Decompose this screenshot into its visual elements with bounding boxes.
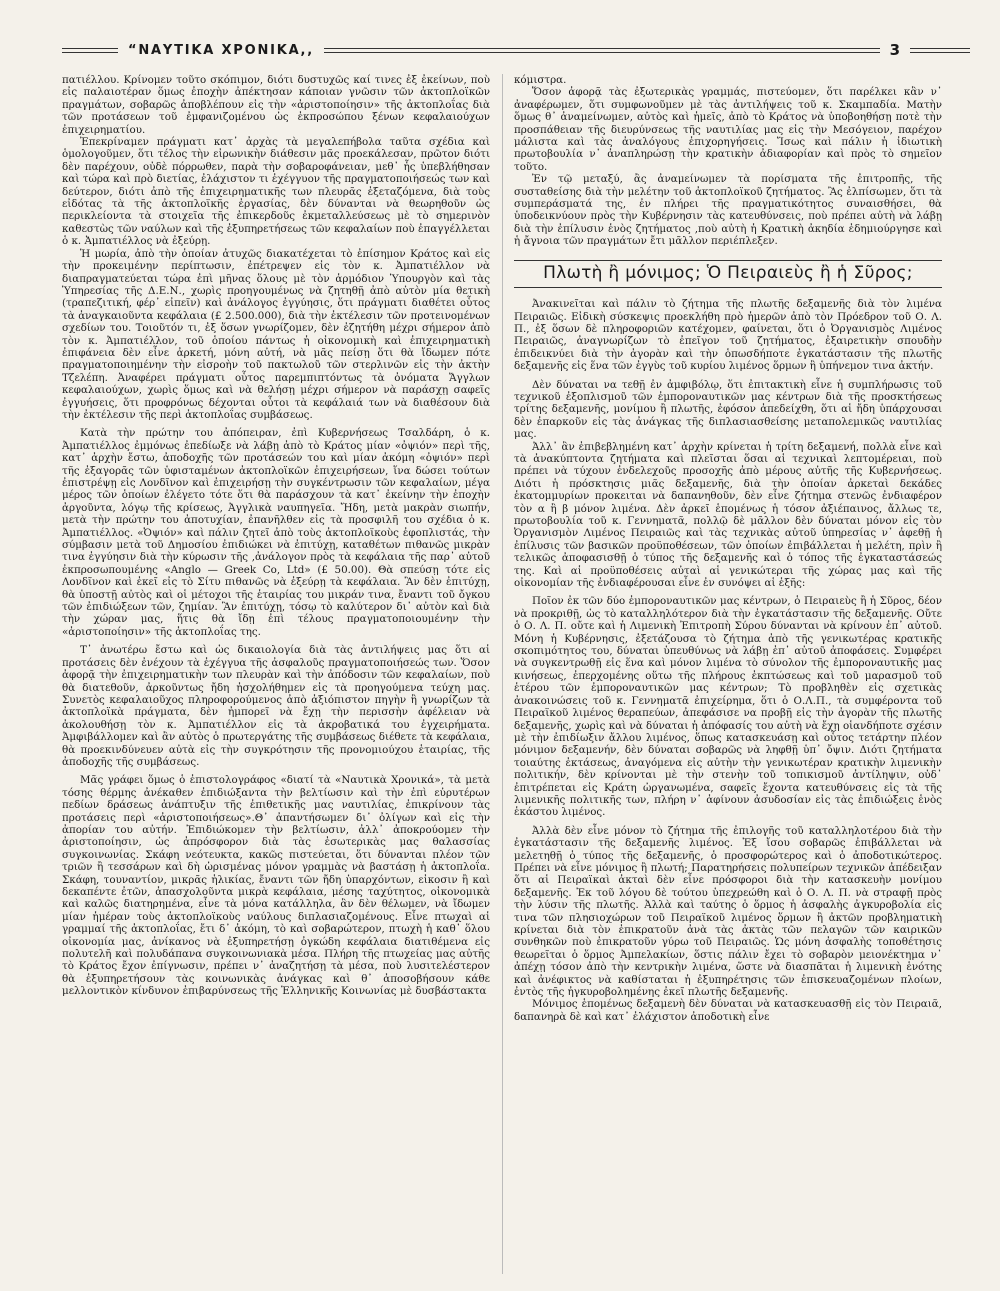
paragraph: Δὲν δύναται να τεθῇ ἐν ἀμφιβόλῳ, ὅτι ἐπιτακτικὴ εἶνε ἡ συμπλήρωσις τοῦ τεχνικοῦ ἐξοπλισμοῦ τῶν ἐμποροναυτικῶν μας κέντρων διὰ τῆς προσκτήσεως τρίτης δεξαμενῆς, μονίμου ἢ πλωτῆς, ἐφόσον ἀπεδείχθη, ὅτι αἱ ἤδη ὑπάρχουσαι δὲν ἐπαρκοῦν εἰς τὰς ἀνάγκας τῆς διπλασιασθείσης μεταπολεμικῶς ναυτιλίας μας. [514,378,942,441]
left-column [62,74,490,998]
column-divider [502,74,503,1274]
paragraph: Ἐπεκρίναμεν πράγματι κατ᾿ ἀρχὰς τὰ μεγαλεπήβολα ταῦτα σχέδια καὶ ὁμολογοῦμεν, ὅτι τέλος τὴν εἰρωνικὴν διάθεσιν μᾶς προεκάλεσαν, πρῶτον διότι δὲν παρέχουν, οὐδὲ πόρρωθεν, παρὰ τὴν σοβαροφάνειαν, μεθ᾿ ἧς ὑπεβλήθησαν καὶ τώρα καὶ πρὸ διετίας, ἐλάχιστον τι ἐχέγγυον τῆς πραγματοποιήσεώς των καὶ δεύτερον, διότι ἀπὸ τῆς ἐπιχειρηματικῆς των πλευρᾶς ἐξεταζόμενα, διὰ τοὺς εἰδότας τὰ τῆς ἀκτοπλοϊκῆς ἐργασίας, δὲν δύνανται νὰ θεωρηθοῦν ὡς περικλείοντα τὰ στοιχεῖα τῆς ἐπικερδοῦς ἐκμεταλλεύσεως μὲ τὸ σημερινὸν καθεστὼς τῶν ναύλων καὶ τῆς ἐξυπηρετήσεως τῶν κεφαλαίων ποὺ ἐπαγγέλλεται ὁ κ. Ἀμπατιέλλος νὰ ἐξεύρῃ. [62,136,490,248]
paragraph: Ἀνακινεῖται καὶ πάλιν τὸ ζήτημα τῆς πλωτῆς δεξαμενῆς διὰ τὸν λιμένα Πειραιῶς. Εἰδικὴ σύσκεψις προεκλήθη πρὸ ἡμερῶν ἀπὸ τὸν Πρόεδρον τοῦ Ο. Λ. Π., ἐξ ὅσων δὲ πληροφοριῶν κατέχομεν, φαίνεται, ὅτι ὁ Ὀργανισμὸς Λιμένος Πειραιῶς, ἀναγνωρίζων τὸ ἐπεῖγον τοῦ ζητήματος, ἐξαιρετικὴν σπουδὴν ἐπιδεικνύει διὰ τὴν ἀγορὰν καὶ τὴν ὁπωσδήποτε ἐγκατάστασιν τῆς πλωτῆς δεξαμενῆς εἰς ἕνα τῶν ἐγγὺς τοῦ κυρίου λιμένος ὅρμων ἢ ὑπήνεμον τινα ἀκτήν. [514,298,942,373]
section-heading-box [514,260,942,288]
header-rule-middle [324,48,880,53]
paragraph: Ὅσον ἀφορᾷ τὰς ἐξωτερικὰς γραμμάς, πιστεύομεν, ὅτι παρέλκει κἂν ν᾿ ἀναφέρωμεν, ὅτι συμφωνοῦμεν μὲ τὰς ἀντιλήψεις τοῦ κ. Σκαμπαδία. Ματὴν ὅμως θ᾿ ἀναμείνωμεν, αὐτὸς καὶ ἡμεῖς, ἀπὸ τὸ Κράτος νὰ ὑποβοηθήσῃ ποτὲ τὴν προσπάθειαν τῆς διευρύνσεως τῆς ναυτιλίας μας εἰς τὴν Μεσόγειον, παρέχον μάλιστα καὶ τὰς ἀναλόγους ἐπιχορηγήσεις. Ἴσως καὶ πάλιν ἡ ἰδιωτικὴ πρωτοβουλία ν᾿ ἀναπληρώσῃ τὴν κρατικὴν ἀδιαφορίαν καὶ πρὸς τὸ σημεῖον τοῦτο. [514,86,942,173]
paragraph: Μᾶς γράφει ὅμως ὁ ἐπιστολογράφος «διατί τὰ «Ναυτικὰ Χρονικά», τὰ μετὰ τόσης θέρμης ἀνέκαθεν ἐπιδιώξαντα τὴν βελτίωσιν καὶ τὴν ἐπὶ εὐρυτέρων πεδίων δράσεως ἀνάπτυξιν τῆς ἐπιθετικῆς μας ναυτιλίας, ἐπικρίνουν τὰς προτάσεις περὶ «ἀριστοποιήσεως».Θ᾿ ἀπαντήσωμεν δι᾿ ὀλίγων καὶ εἰς τὴν ἀπορίαν του αὐτήν. Ἐπιδιώκομεν τὴν βελτίωσιν, ἀλλ᾿ ἀποκρούομεν τὴν ἀριστοποίησιν, ὡς ἀπρόσφορον διὰ τὰς ἐσωτερικὰς μας θαλασσίας συγκοινωνίας. Σκάφη νεότευκτα, κακῶς πιστεύεται, ὅτι δύνανται πλέον τῶν τριῶν ἢ τεσσάρων καὶ δὴ ὡρισμένας μόνον γραμμὰς νὰ βαστάσῃ ἡ ἀκτοπλοΐα. Σκάφη, τουναντίον, μικρᾶς ἡλικίας, ἔναντι τῶν ἤδη ὑπαρχόντων, εἰκοσιν ἢ καὶ δεκαπέντε ἐτῶν, ἀπασχολοῦντα μικρὰ κεφάλαια, μέσης ταχύτητος, οἰκονομικὰ καὶ καλῶς διατηρημένα, εἶνε τὰ μόνα κατάλληλα, ἂν δὲν θέλωμεν, νὰ ἴδωμεν μίαν ἡμέραν τοὺς ἀκτοπλοϊκοὺς ναύλους διπλασιαζομένους. Εἶνε πτωχαὶ αἱ γραμμαί τῆς ἀκτοπλοΐας, ἔτι δ᾿ ἀκόμη, τὸ καὶ σοβαρώτερον, πτωχὴ ἡ καθ᾿ ὅλου οἰκονομία μας, ἀνίκανος νὰ ἐξυπηρετήσῃ ὀγκώδη κεφάλαια διατιθέμενα εἰς πολυτελῆ καὶ πολυδάπανα συγκοινωνιακὰ μέσα. Πλήρη τῆς πτωχείας μας αὐτῆς τὸ Κράτος ἔχον ἐπίγνωσιν, πρέπει ν᾿ ἀναζητήσῃ τὰ μέσα, ποὺ λυσιτελέστερον θὰ ἐξυπηρετήσουν τὰς κοινωνικὰς ἀνάγκας καὶ θ᾿ ἀποσοβήσουν κάθε μελλοντικὸν κίνδυνον ἐπιβαρύνσεως τῆς Ἑλληνικῆς Κοινωνίας μὲ δυσβάστακτα [62,774,490,998]
paragraph: Ποῖον ἐκ τῶν δύο ἐμποροναυτικῶν μας κέντρων, ὁ Πειραιεὺς ἢ ἡ Σῦρος, δέον νὰ προκριθῇ, ὡς τὸ καταλληλότερον διὰ τὴν ἐγκατάστασιν τῆς δεξαμενῆς. Οὔτε ὁ Ο. Λ. Π. οὔτε καὶ ἡ Λιμενικὴ Ἐπιτροπὴ Σύρου δύνανται νὰ κρίνουν ἐπ᾿ αὐτοῦ. Μόνη ἡ Κυβέρνησις, ἐξετάζουσα τὸ ζήτημα ἀπὸ τῆς γενικωτέρας κρατικῆς σκοπιμότητος του, δύναται ὑπευθύνως νὰ λάβῃ ἐπ᾿ αὐτοῦ ἀποφάσεις. Συμφέρει νὰ συγκεντρωθῇ εἰς ἕνα καὶ μόνον λιμένα τὸ σύνολον τῆς ἐμποροναυτικῆς μας κινήσεως, ἐπερχομένης οὕτω τῆς πλήρους ἐκπτώσεως καὶ τοῦ μαρασμοῦ τοῦ ἑτέρου τῶν ἐμποροναυτικῶν μας κέντρων; Τὸ προβληθὲν εἰς σχετικὰς ἀνακοινώσεις τοῦ κ. Γεννηματᾶ ἐπιχείρημα, ὅτι ὁ Ο.Λ.Π., τὰ συμφέροντα τοῦ Πειραϊκοῦ λιμένος θεραπεύων, ἀπεφάσισε να προβῇ εἰς τὴν ἀγορὰν τῆς πλωτῆς δεξαμενῆς, χωρὶς καὶ νὰ δύναται ἡ ἀπόφασίς του αὐτὴ νὰ ἔχῃ οἱανδήποτε σχέσιν μὲ τὴν ἐπιδίωξιν ἄλλου λιμένος, ὅπως κατασκευάσῃ καὶ οὗτος τετάρτην πλέον μόνιμον δεξαμενήν, δὲν δύναται σοβαρῶς νὰ ληφθῇ ὑπ᾿ ὄψιν. Διότι ζητήματα τοιαύτης ἐκτάσεως, ἀναγόμενα εἰς αὐτὴν τὴν γενικωτέραν κρατικὴν λιμενικὴν πολιτικήν, δὲν κρίνονται μὲ τὴν στενὴν τοῦ τοπικισμοῦ ἀντίληψιν, οὐδ᾿ ἐπιτρέπεται εἰς Κράτη ὠργανωμένα, σαφεῖς ἔχοντα κατευθύνσεις εἰς τὰ τῆς λιμενικῆς πολιτικῆς των, πλήρη ν᾿ ἀφίνουν ἀσυδοσίαν εἰς τὰς ἐπιδιώξεις ἑνὸς ἑκάστου λιμένος. [514,595,942,819]
paragraph: Ἀλλ᾿ ἂν ἐπιβεβλημένη κατ᾿ ἀρχὴν κρίνεται ἡ τρίτη δεξαμενή, πολλὰ εἶνε καὶ τὰ ἀνακύπτοντα ζητήματα καὶ πλεῖσται ὅσαι αἱ τεχνικαὶ λεπτομέρειαι, ποὺ πρέπει νὰ τύχουν ἐνδελεχοῦς προσοχῆς ἀπὸ μέρους αὐτῆς τῆς Κυβερνήσεως. Διότι ἡ πρόσκτησις μιᾶς δεξαμενῆς, διὰ τὴν ὁποίαν ἀρκεταὶ δεκάδες ἑκατομμυρίων προκειται νὰ δαπανηθοῦν, δὲν εἶνε ζήτημα στενῶς ἐνδιαφέρον τὸν α ἢ β μόνον λιμένα. Δὲν ἀρκεῖ ἑπομένως ἡ τόσον ἀξιέπαινος, ἄλλως τε, πρωτοβουλία τοῦ κ. Γεννηματᾶ, πολλῷ δὲ μᾶλλον δὲν δύναται μόνον εἰς τὸν Ὀργανισμὸν Λιμένος Πειραιῶς καὶ τὰς τεχνικὰς αὐτοῦ ὑπηρεσίας ν᾿ ἀφεθῇ ἡ ἐπίλυσις τῶν βασικῶν προϋποθέσεων, τῶν ὁποίων ἐπιβάλλεται ἡ μελέτη, πρὶν ἢ τελικῶς ἀποφασισθῇ ὁ τύπος τῆς δεξαμενῆς καὶ ὁ τόπος τῆς ἐγκαταστάσεώς της. Καὶ αἱ προϋποθέσεις αὐταὶ αἱ γενικώτεραι τῆς χώρας μας καὶ τῆς οἰκονομίαν τῆς ἐνδιαφέρουσαι εἶνε ἐν συνόψει αἱ ἑξῆς: [514,440,942,590]
paragraph: Μόνιμος ἑπομένως δεξαμενὴ δὲν δύναται νὰ κατασκευασθῇ εἰς τὸν Πειραιᾶ, δαπανηρὰ δὲ καὶ κατ᾿ ἐλάχιστον ἀποδοτικὴ εἶνε [514,998,942,1023]
page-header [62,38,970,62]
right-column [514,74,942,1023]
header-rule-left [62,48,118,53]
page-number: 3 [889,41,900,59]
section-heading: Πλωτὴ ἢ μόνιμος; Ὁ Πειραιεὺς ἢ ἡ Σῦρος; [543,262,913,283]
paragraph: Ἐν τῷ μεταξύ, ἂς ἀναμείνωμεν τὰ πορίσματα τῆς ἐπιτροπῆς, τῆς συσταθείσης διὰ τὴν μελέτην τοῦ ἀκτοπλοϊκοῦ ζητήματος. Ἂς ἐλπίσωμεν, ὅτι τὰ συμπεράσματά της, ἐν πλήρει τῆς πραγματικότητος συναισθήσει, θὰ ὑποδεικνύουν πρὸς τὴν Κυβέρνησιν τὰς κατευθύνσεις, ποὺ πρέπει αὐτὴ νὰ λάβῃ διὰ τὴν ἐπίλυσιν ἑνὸς ζητήματος ,ποὺ αὐτὴ ἡ Κρατικὴ ἀκηδία ἐδημιούργησε καὶ ἡ ἄγνοια τῶν πραγμάτων ἔτι μᾶλλον περιέπλεξεν. [514,173,942,248]
paragraph: Κατὰ τὴν πρώτην του ἀπόπειραν, ἐπὶ Κυβερνήσεως Τσαλδάρη, ὁ κ. Ἀμπατιέλλος ἐμμόνως ἐπεδίωξε νὰ λάβῃ ἀπὸ τὸ Κράτος μίαν «ὀψιόν» περὶ τῆς, κατ᾿ ἀρχὴν ἔστω, ἀποδοχῆς τῶν προτάσεών του καὶ μίαν ἀκόμη «ὀψιόν» περὶ τῆς ἐξαγορᾶς τῶν ὑφισταμένων ἀκτοπλοϊκῶν ἐπιχειρήσεων, ἵνα δώσει τούτων ἐπιστρέψῃ εἰς Λονδῖνον καὶ ἐπιχειρήσῃ τὴν συγκέντρωσιν τῶν κεφαλαίων, μέγα μέρος τῶν ὁποίων ἐλέγετο τότε ὅτι θὰ παράσχουν τὰ κατ᾿ ἐκείνην τὴν ἐποχὴν ἀργοῦντα, λόγῳ τῆς κρίσεως, Ἀγγλικὰ ναυπηγεῖα. Ἤδη, μετὰ μακρὰν σιωπήν, μετὰ τὴν πρώτην του ἀποτυχίαν, ἐπανῆλθεν εἰς τὰ προσφιλῆ του σχέδια ὁ κ. Ἀμπατιέλλος. «Ὀψιόν» καὶ πάλιν ζητεῖ ἀπὸ τοὺς ἀκτοπλοϊκοὺς ἐφοπλιστάς, τὴν σύμβασιν μετὰ τοῦ Δημοσίου ἐπιδιώκει νὰ ἐπιτύχῃ, καταθέτων πιθανῶς μικρὰν τινα ἐγγύησιν διὰ τὴν κύρωσιν τῆς ,ἀνάλογον πρὸς τὰ κεφάλαια τῆς παρ᾿ αὐτοῦ ἐκπροσωπουμένης «Anglo — Greek Co, Ltd» (£ 50.00). Θὰ σπεύσῃ τότε εἰς Λονδῖνον καὶ ἐκεῖ εἰς τὸ Σίτυ πιθανῶς νὰ ἐξεύρῃ τὰ κεφάλαια. Ἂν δὲν ἐπιτύχῃ, θὰ ὑποστῇ αὐτὸς καὶ οἱ μέτοχοι τῆς ἑταιρίας του μικράν τινα, ἔναντι τοῦ ὄγκου τῶν ἐπιδιώξεων τῶν, ζημίαν. Ἂν ἐπιτύχῃ, τόσῳ τὸ καλύτερον δι᾿ αὐτὸν καὶ διὰ τὴν χώραν μας, ἥτις θὰ ἴδῃ ἐπὶ τέλους πραγματοποιουμένην τὴν «ἀριστοποίησιν» τῆς ἀκτοπλοΐας της. [62,427,490,638]
paragraph: Τ᾿ ἀνωτέρω ἔστω καὶ ὡς δικαιολογία διὰ τὰς ἀντιλήψεις μας ὅτι αἱ προτάσεις δὲν ἐνέχουν τὰ ἐχέγγυα τῆς ἀσφαλοῦς πραγματοποιήσεώς των. Ὅσον ἀφορᾷ τὴν ἐπιχειρηματικὴν των πλευρὰν καὶ τὴν ἀπόδοσιν τῶν κεφαλαίων, ποὺ θὰ διατεθοῦν, ἀρκοῦντως ἤδη ἠσχολήθημεν εἰς τὰ προηγούμενα τεύχη μας. Συνετὸς κεφαλαιοῦχος πληροφορούμενος ἀπὸ ἀξιόπιστον πηγὴν ἢ γνωρίζων τὰ ἀκτοπλοϊκὰ πράγματα, δὲν ἠμπορεῖ νὰ ἔχῃ τὴν περισσὴν ἀφέλειαν νὰ ἀκολουθήσῃ τὸν κ. Ἀμπατιέλλον εἰς τὰ ἀκροβατικά του ἐγχειρήματα. Ἀμφιβάλλομεν καὶ ἂν αὐτὸς ὁ πρωτεργάτης τῆς συμβάσεως διέθετε τὰ κεφάλαια, θὰ προεκινδύνευεν αὐτὰ εἰς τὴν συγκρότησιν τῆς προνομιούχου ἑταιρίας, τῆς ἀποδοχῆς τῆς συμβάσεως. [62,644,490,768]
paragraph: κόμιστρα. [514,74,567,86]
paragraph: Ἀλλὰ δὲν εἶνε μόνον τὸ ζήτημα τῆς ἐπιλογῆς τοῦ καταλληλοτέρου διὰ τὴν ἐγκατάστασιν τῆς δεξαμενῆς λιμένος. Ἐξ ἴσου σοβαρῶς ἐπιβάλλεται νὰ μελετηθῇ ὁ τύπος τῆς δεξαμενῆς, ὁ προσφορώτερος καὶ ὁ ἀποδοτικώτερος. Πρέπει νὰ εἶνε μόνιμος ἢ πλωτή; Παρατηρήσεις πολυπείρων τεχνικῶν ἀπέδειξαν ὅτι αἱ Πειραϊκαὶ ἀκταὶ δὲν εἶνε πρόσφοροι διὰ τὴν κατασκευὴν μονίμου δεξαμενῆς. Ἐκ τοῦ λόγου δὲ τούτου ὑπεχρεώθη καὶ ὁ Ο. Λ. Π. νὰ στραφῇ πρὸς τὴν λύσιν τῆς πλωτῆς. Ἀλλὰ καὶ ταύτης ὁ ὅρμος ἡ ἀσφαλὴς ἀγκυροβολία εἰς τινα τῶν πλησιοχώρων τοῦ Πειραϊκοῦ λιμένος ὅρμων ἢ ἀκτῶν προβληματικὴ κρίνεται διὰ τὸν ἐπικρατοῦν ἀνὰ τὰς ἀκτὰς τῶν πελαγῶν τῶν καιρικῶν συνθηκῶν ποὺ ἐπικρατοῦν γύρω τοῦ Πειραιῶς. Ὡς μόνη ἀσφαλὴς τοποθέτησις θεωρεῖται ὁ ὅρμος Ἀμπελακίων, ὅστις πάλιν ἔχει τὸ σοβαρὸν μειονέκτημα ν᾿ ἀπέχῃ τόσον ἀπὸ τὴν κεντρικὴν λιμένα, ὥστε νὰ διασπᾶται ἡ λιμενικὴ ἑνότης καὶ ἀνέφικτος νὰ καθίσταται ἡ ἐξυπηρέτησις τῶν ἐπισκευαζομένων πλοίων, ἐντὸς τῆς ἠγκυροβολημένης ἐκεῖ πλωτῆς δεξαμενῆς. [514,824,942,999]
masthead-title: “ΝΑΥΤΙΚΑ ΧΡΟΝΙΚΑ,, [128,42,314,58]
paragraph: Ἡ μωρία, ἀπὸ τὴν ὁποίαν ἀτυχῶς διακατέχεται τὸ ἐπίσημον Κράτος καὶ εἰς τὴν προκειμένην περίπτωσιν, ἐπέτρεψεν εἰς τὸν κ. Ἀμπατιέλλον νὰ διαπραγματεύεται τώρα ἐπὶ μῆνας ὅλους μὲ τὸν ἁρμόδιον Ὑπουργὸν καὶ τὰς Ὑπηρεσίας τῆς Δ.Ε.Ν., χωρὶς προηγουμένως νὰ ζητηθῇ ἀπὸ αὐτὸν μία θετικὴ (τραπεζιτική, φέρ᾿ εἰπεῖν) καὶ ἀνάλογος ἐγγύησις, ὅτι πράγματι διαθέτει οὗτος τὰ ἀναγκαιοῦντα κεφάλαια (£ 2.500.000), διὰ τὴν ἐκτέλεσιν τῶν προτεινομένων σχεδίων του. Τοιοῦτόν τι, ἐξ ὅσων γνωρίζομεν, δὲν ἐζητήθη μέχρι σήμερον ἀπὸ τὸν κ. Ἀμπατιέλλον, τοῦ ὁποίου πάντως ἡ οἰκονομικὴ καὶ ἐπιχειρηματικὴ ἐπιφάνεια δὲν εἶνε ἀρκετή, μόνη αὐτή, νὰ μᾶς πείσῃ ὅτι θὰ ἴδωμεν πότε πραγματοποιημένην τὴν εἰσροὴν τοῦ πακτωλοῦ τῶν στερλινῶν εἰς τὴν ἀκτὴν Τζελέπη. Ἀναφέρει πράγματι οὗτος παρεμπιπτόντως τὰ ὀνόματα Ἄγγλων κεφαλαιούχων, χωρὶς ὅμως καὶ νὰ θελήσῃ μέχρι σήμερον νὰ παράσχῃ σαφεῖς ἐγγυήσεις, ὅτι προφρόνως δέχονται οὗτοι τὰ κεφάλαιά των νὰ διαθέσουν διὰ τὴν ἐκτέλεσιν τῆς περὶ ἀκτοπλοΐας συμβάσεως. [62,247,490,421]
paragraph: πατιέλλου. Κρίνομεν τοῦτο σκόπιμον, διότι δυστυχῶς καί τινες ἐξ ἐκείνων, ποὺ εἰς παλαιοτέραν ὅμως ἐποχὴν ἀπέκτησαν κάποιαν γνῶσιν τῶν ἀκτοπλοϊκῶν πραγμάτων, σοβαρῶς ἀποβλέπουν εἰς τὴν «ἀριστοποίησιν» τῆς ἀκτοπλοΐας διὰ τῶν προτάσεων τοῦ ἐμφανιζομένου ὡς ἐκπροσώπου ξένων κεφαλαιούχων ἐπιχειρηματίου. [62,74,490,136]
header-rule-right [910,48,970,53]
